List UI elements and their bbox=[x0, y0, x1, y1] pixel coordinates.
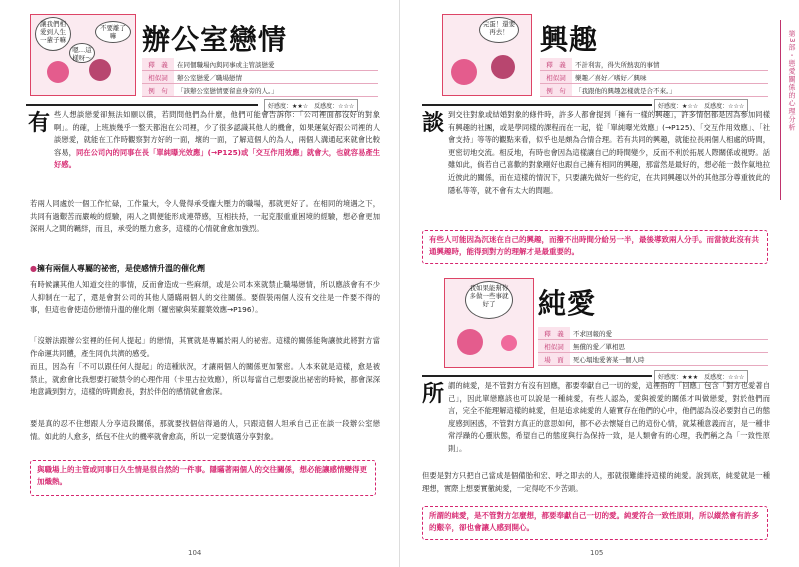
definition-row: 例 句 「該辦公室戀情要留意身旁的人。」 bbox=[142, 84, 378, 97]
paragraph: 要是真的忍不住想跟人分享這段關係，那就要找個信得過的人，只跟這個人坦承自己正在談一段辦公室戀情。如此的人愈多，紙包不住火的機率就會愈高，所以一定要慎選分享對象。 bbox=[30, 419, 380, 441]
definition-table bbox=[540, 58, 768, 97]
summary-note: 與職場上的主管或同事日久生情是很自然的一件事。隱瞞著兩個人的交往關係，想必能讓感情變得更加熾熱。 bbox=[30, 460, 376, 496]
left-page bbox=[0, 0, 399, 567]
definition-row: 相似詞 無償的愛／單相思 bbox=[538, 340, 768, 353]
right-page bbox=[400, 0, 799, 567]
divider bbox=[422, 375, 652, 377]
definition-table bbox=[538, 327, 768, 366]
paragraph: 但要是對方只把自己當成是個備胎和宏、呼之即去的人，那就很難維持這樣的純愛。說到底，純愛就是一種理想，實際上想要實徹純愛，一定得吃不少苦頭。 bbox=[422, 471, 770, 493]
paragraph: 些人想談戀愛卻無法如願以償，若問問他們為什麼，他們可能會告訴你：「公司裡面都沒好的對象啊」。的確，上班族幾乎一整天都泡在公司裡，少了很多認識其他人的機會，如果運氣好跟公司裡的人談戀愛，就能在工作時觀察對方好的一面，壞的一面，了解這個人的為人，兩個人溝通起來就會比較容易，同在公司內的同事在長「單純曝光效應」(→P125)或「交互作用效應」就會大，也就容易產生好感。 bbox=[54, 110, 380, 170]
speech-bubble: 我如果能幫你多做一些事就好了 bbox=[465, 281, 513, 319]
definition-row: 釋 義 不求回報的愛 bbox=[538, 327, 768, 340]
chapter-side-line bbox=[780, 20, 781, 200]
definition-row: 相似詞 辦公室戀愛／職場戀情 bbox=[142, 71, 378, 84]
woman-figure-icon bbox=[47, 61, 69, 83]
hobby-illustration bbox=[442, 14, 532, 96]
paragraph: 而且，因為有「不可以跟任何人提起」的這種狀況，才讓兩個人的關係更加緊密。人本來就是這樣，愈是被禁止，就愈會比我想要打破禁令的心理作用（卡里古拉效應），所以每當自己想要說出祕密的時候，都會深深地意識到對方，這樣的時間愈長，對於伴侶的感情就會愈深。 bbox=[30, 362, 380, 397]
section-heading: ●擁有兩個人專屬的祕密，是使感情升溫的催化劑 bbox=[30, 264, 205, 273]
drop-cap: 所 bbox=[422, 381, 445, 407]
page-number: 105 bbox=[590, 549, 604, 557]
section-title-hobby: 興趣 bbox=[540, 23, 599, 56]
paragraph: 「沒辦法跟辦公室裡的任何人提起」的戀情，其實就是專屬於兩人的祕密。這樣的關係能夠讓彼此將對方當作命運共同體，產生同仇共濟的感受。 bbox=[30, 336, 380, 358]
person-figure-icon bbox=[451, 59, 477, 85]
definition-row: 場 面 死心塌地愛著某一個人時 bbox=[538, 353, 768, 366]
paragraph: 謂的純愛，是不管對方有沒有回應，都要奉獻自己一切的愛，這裡指的「回應」包含「對方也愛著自己」，因此單戀應該也可以說是一種純愛，有些人認為，愛與被愛的關係才叫做戀愛，對於他們而言，完全不能理解這樣的純愛，但是追求純愛的人確實存在他們的心中，他們認為沒必要對自己的態度感到困惑，不管對方真正的意思如何，都不必去懷疑自己的這份心情，就某種意義而言，是一種非常浮躁的心靈狀態，希望自己的態度與行為保持一致，是人類會有的心理，我們稱之為「一致性原則」。 bbox=[448, 381, 770, 453]
rating-badge: 好感度：★☆☆ 反感度：☆☆☆ bbox=[654, 99, 748, 112]
rating-badge: 好感度：★★☆ 反感度：☆☆☆ bbox=[264, 99, 358, 112]
divider bbox=[26, 104, 258, 106]
speech-bubble: 不要離了嘛 bbox=[95, 21, 131, 43]
paragraph: 到交往對象或結婚對象的條件時，許多人都會提到「擁有一樣的興趣」，許多情侶都是因為參加同樣有興趣的社團，或是學同樣的課程而在一起，從「單純曝光效應」(→P125)、「交互作用效應」、「社會支持」等等的觀點來看，似乎也是頗為合情合理。若有共同的興趣，就能拉長兩個人相處的時間，更密切地交流。相反地，有時也會因為這樣讓自己的時間變少，反而不利於拓展人際關係或視野。話雖如此，倘若自己喜歡的對象剛好也跟自己擁有相同的興趣，那當然是最好的，想必能一鼓作氣地拉近彼此的關係，而在這樣的情況下，只要讓先做好一些約定，在共同興趣以外的其他部分尊重彼此的隱私等等，就不會有太大的問題。 bbox=[448, 110, 770, 195]
definition-row: 相似詞 樂趣／喜好／嗜好／興味 bbox=[540, 71, 768, 84]
section-title-pure-love: 純愛 bbox=[538, 287, 597, 320]
drop-cap: 談 bbox=[422, 110, 445, 136]
pure-love-illustration bbox=[444, 278, 534, 368]
speech-bubble: 完蛋！還要再去！ bbox=[479, 17, 519, 43]
heart-icon bbox=[501, 335, 517, 351]
divider bbox=[422, 104, 652, 106]
page-title: 辦公室戀情 bbox=[142, 23, 288, 56]
speech-bubble: 讓我們相愛到人生一輩子嘛 bbox=[35, 17, 71, 51]
paragraph: 有時候讓其他人知道交往的事情，反而會造成一些麻煩，或是公司本來就禁止職場戀情，所以應該會有不少人抑制在一起了，還是會對公司的其他人隱瞞兩個人的交往關係。要假裝兩個人沒有交往是一件要不得的事，但這也會使這份戀情升溫的催化劑（羅密歐與茱麗葉效應→P196）。 bbox=[30, 280, 380, 315]
page-number: 104 bbox=[188, 549, 202, 557]
summary-note: 所謂的純愛，是不管對方怎麼想，都要奉獻自己一切的愛。純愛符合一致性原則，所以縱然會有許多的艱辛，卻也會讓人感到開心。 bbox=[422, 506, 768, 540]
person-figure-icon bbox=[457, 329, 483, 355]
office-romance-illustration bbox=[30, 14, 136, 96]
summary-note: 有些人可能因為沉迷在自己的興趣，而撥不出時間分給另一半，最後導致兩人分手。而當彼此沒有共通興趣時，能得到對方的理解才是最重要的。 bbox=[422, 230, 768, 264]
rating-badge: 好感度：★★★ 反感度：☆☆☆ bbox=[654, 370, 748, 383]
person-figure-icon bbox=[491, 55, 515, 79]
chapter-side-tab: 第3部・戀愛關係的心理分析 bbox=[788, 30, 796, 132]
speech-bubble: 嗯…這樣呀～ bbox=[69, 43, 95, 63]
definition-table bbox=[142, 58, 378, 97]
drop-cap: 有 bbox=[28, 110, 51, 136]
definition-row: 釋 義 不計利害，得失所熱衷的事情 bbox=[540, 58, 768, 71]
paragraph: 若兩人同處於一個工作忙碌，工作量大，令人覺得承受龐大壓力的職場，那就更好了。在相同的境遇之下，共同有過艱苦而嚴峻的經驗，兩人之間便能形成連帶感，互相扶持，一起克服重重困境的經驗，想必會更加深兩人之間的羈絆，而且，承受的壓力愈多，這樣的心情就會愈加強烈。 bbox=[30, 199, 380, 234]
definition-row: 釋 義 在同個職場內與同事或主管談戀愛 bbox=[142, 58, 378, 71]
definition-row: 例 句 「我跟他的興趣怎樣就是合不來。」 bbox=[540, 84, 768, 97]
man-figure-icon bbox=[89, 59, 111, 81]
